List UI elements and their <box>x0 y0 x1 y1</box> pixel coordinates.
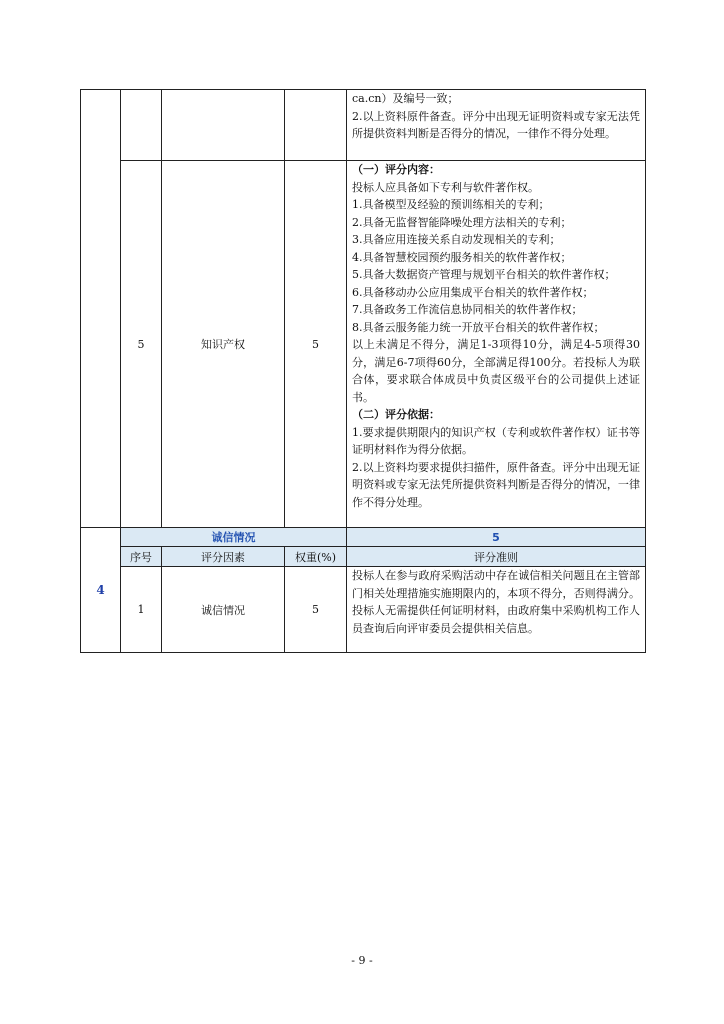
basis-line: 2.以上资料均要求提供扫描件，原件备查。评分中出现无证明资料或专家无法凭所提供资料判断是否得分的情况，一律作不得分处理。 <box>352 460 640 509</box>
criteria-line: 4.具备智慧校园预约服务相关的软件著作权； <box>352 250 572 264</box>
criteria-line: 7.具备政务工作流信息协同相关的软件著作权； <box>352 303 583 316</box>
criteria-text: 投标人在参与政府采购活动中存在诚信相关问题且在主管部门相关处理措施实施期限内的，本项不得分，否则得满分。投标人无需提供任何证明材料，由政府集中采购机构工作人员查询后向评审委员会提供相关信息。 <box>352 569 640 635</box>
criteria-line: 3.具备应用连接关系自动发现相关的专利； <box>352 233 561 246</box>
criteria-line: 6.具备移动办公应用集成平台相关的软件著作权； <box>352 285 594 299</box>
criteria-line: 投标人应具备如下专利与软件著作权。 <box>352 180 539 194</box>
seq-cell: 1 <box>121 567 162 653</box>
basis-line: 1.要求提供期限内的知识产权（专利或软件著作权）证书等证明材料作为得分依据。 <box>352 425 640 456</box>
table-row <box>81 90 646 161</box>
criteria-line: 2.以上资料原件备查。评分中出现无证明资料或专家无法凭所提供资料判断是否得分的情况，一律作不得分处理。 <box>352 109 640 140</box>
content-heading: （一）评分内容： <box>352 163 440 176</box>
header-seq: 序号 <box>121 547 162 567</box>
header-criteria: 评分准则 <box>347 547 646 567</box>
weight-cell: 5 <box>285 161 347 528</box>
factor-cell: 诚信情况 <box>162 567 285 653</box>
outer-cell <box>81 90 121 528</box>
scoring-table <box>80 89 646 653</box>
seq-cell: 5 <box>121 161 162 528</box>
header-row <box>81 547 646 567</box>
table-row <box>81 567 646 653</box>
criteria-cell <box>347 90 646 161</box>
header-weight: 权重(%) <box>285 547 347 567</box>
section-title-row <box>81 528 646 547</box>
criteria-line: 2.具备无监督智能降噪处理方法相关的专利； <box>352 215 572 229</box>
criteria-line: 以上未满足不得分，满足1-3项得10分，满足4-5项得30分，满足6-7项得60分，全部满足得100分。若投标人为联合体，要求联合体成员中负责区级平台的公司提供上述证书。 <box>352 338 640 404</box>
section-title: 诚信情况 <box>121 528 347 547</box>
header-factor: 评分因素 <box>162 547 285 567</box>
weight-cell: 5 <box>285 567 347 653</box>
seq-cell <box>121 90 162 161</box>
page-number: - 9 - <box>351 954 373 967</box>
criteria-cell <box>347 161 646 528</box>
criteria-cell <box>347 567 646 653</box>
criteria-line: 5.具备大数据资产管理与规划平台相关的软件著作权； <box>352 268 616 281</box>
criteria-line: 1.具备模型及经验的预训练相关的专利； <box>352 198 550 211</box>
criteria-line: ca.cn）及编号一致； <box>352 92 459 105</box>
factor-cell <box>162 90 285 161</box>
section-number: 4 <box>81 528 121 653</box>
section-weight: 5 <box>347 528 646 547</box>
criteria-line: 8.具备云服务能力统一开放平台相关的软件著作权； <box>352 320 605 334</box>
factor-cell: 知识产权 <box>162 161 285 528</box>
basis-heading: （二）评分依据： <box>352 408 440 421</box>
weight-cell <box>285 90 347 161</box>
table-row <box>81 161 646 528</box>
